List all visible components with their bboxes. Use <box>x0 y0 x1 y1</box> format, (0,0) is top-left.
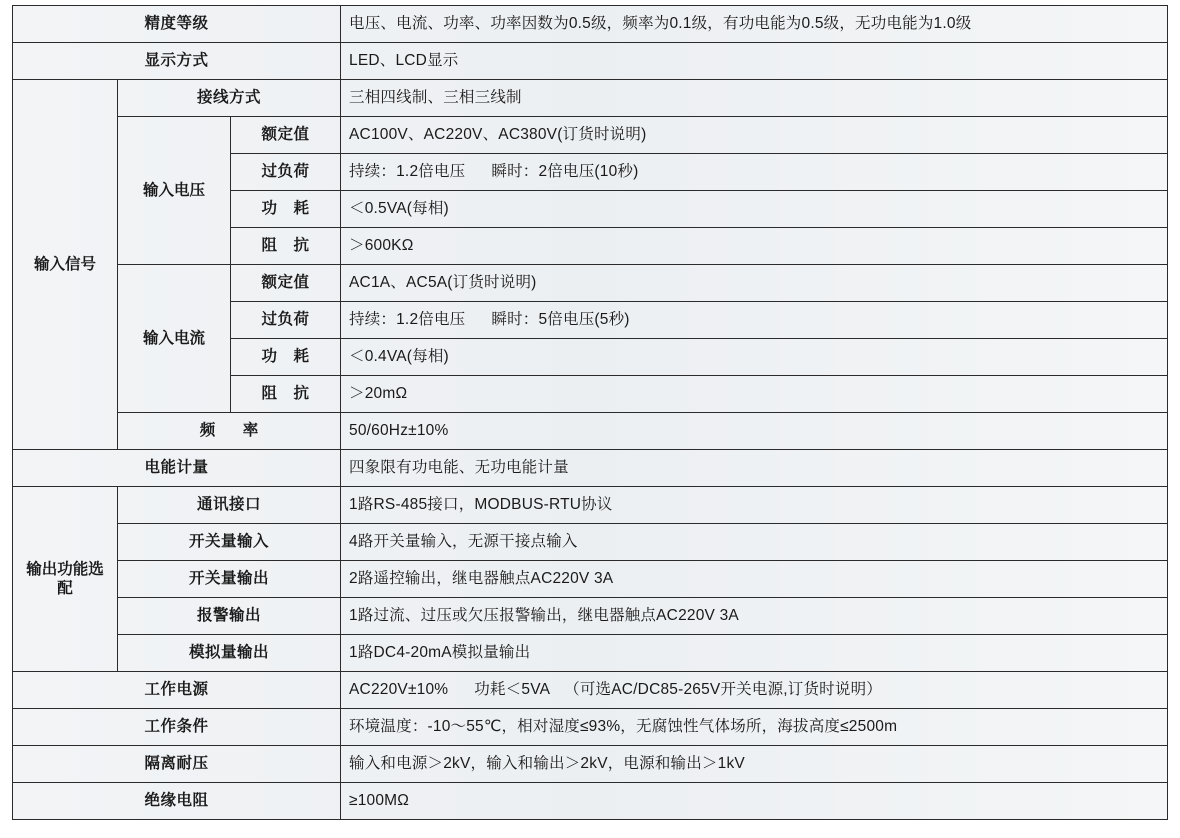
table-row <box>13 117 1168 154</box>
row-value-current-impedance: ＞20mΩ <box>341 376 1168 413</box>
row-value-current-rated: AC1A、AC5A(订货时说明) <box>341 265 1168 302</box>
row-value-power-supply <box>341 672 1168 709</box>
row-value-current-overload <box>341 302 1168 339</box>
table-row <box>13 524 1168 561</box>
power-supply-voltage: AC220V±10% <box>349 681 449 699</box>
row-value-digital-output: 2路遥控输出，继电器触点AC220V 3A <box>341 561 1168 598</box>
row-value-insulation-resistance: ≥100MΩ <box>341 783 1168 820</box>
power-supply-consumption: 功耗＜5VA <box>474 681 551 699</box>
row-value-communication: 1路RS-485接口，MODBUS-RTU协议 <box>341 487 1168 524</box>
table-row <box>13 635 1168 672</box>
row-label-accuracy: 精度等级 <box>13 6 341 43</box>
row-label-insulation-resistance: 绝缘电阻 <box>13 783 341 820</box>
row-label-voltage-overload: 过负荷 <box>231 154 341 191</box>
row-label-digital-output: 开关量输出 <box>118 561 341 598</box>
row-label-energy: 电能计量 <box>13 450 341 487</box>
row-label-voltage-impedance: 阻 抗 <box>231 228 341 265</box>
power-supply-option: （可选AC/DC85-265V开关电源,订货时说明） <box>564 681 882 699</box>
row-value-digital-input: 4路开关量输入，无源干接点输入 <box>341 524 1168 561</box>
table-row <box>13 80 1168 117</box>
row-value-voltage-power: ＜0.5VA(每相) <box>341 191 1168 228</box>
table-row <box>13 450 1168 487</box>
current-overload-continuous: 持续：1.2倍电压 <box>349 311 466 329</box>
row-value-working-conditions: 环境温度：-10～55℃，相对湿度≤93%，无腐蚀性气体场所，海拔高度≤2500m <box>341 709 1168 746</box>
row-value-voltage-impedance: ＞600KΩ <box>341 228 1168 265</box>
row-value-voltage-overload <box>341 154 1168 191</box>
row-value-analog-output: 1路DC4-20mA模拟量输出 <box>341 635 1168 672</box>
row-label-output-function: 输出功能选配 <box>13 487 118 672</box>
table-row <box>13 746 1168 783</box>
row-value-display: LED、LCD显示 <box>341 43 1168 80</box>
row-label-voltage-rated: 额定值 <box>231 117 341 154</box>
table-row <box>13 6 1168 43</box>
row-value-current-power: ＜0.4VA(每相) <box>341 339 1168 376</box>
row-label-working-conditions: 工作条件 <box>13 709 341 746</box>
table-row <box>13 783 1168 820</box>
current-overload-instant: 瞬时：5倍电压(5秒) <box>491 311 630 329</box>
row-label-current-impedance: 阻 抗 <box>231 376 341 413</box>
specification-table <box>12 5 1168 820</box>
table-row <box>13 413 1168 450</box>
row-label-voltage-power: 功 耗 <box>231 191 341 228</box>
row-value-frequency: 50/60Hz±10% <box>341 413 1168 450</box>
row-label-communication: 通讯接口 <box>118 487 341 524</box>
row-label-input-signal: 输入信号 <box>13 80 118 450</box>
row-label-input-current: 输入电流 <box>118 265 231 413</box>
table-row <box>13 561 1168 598</box>
row-label-frequency: 频 率 <box>118 413 341 450</box>
row-value-alarm-output: 1路过流、过压或欠压报警输出，继电器触点AC220V 3A <box>341 598 1168 635</box>
row-label-display: 显示方式 <box>13 43 341 80</box>
row-label-input-voltage: 输入电压 <box>118 117 231 265</box>
row-value-voltage-rated: AC100V、AC220V、AC380V(订货时说明) <box>341 117 1168 154</box>
row-label-power-supply: 工作电源 <box>13 672 341 709</box>
row-value-wiring: 三相四线制、三相三线制 <box>341 80 1168 117</box>
row-label-alarm-output: 报警输出 <box>118 598 341 635</box>
table-row <box>13 709 1168 746</box>
voltage-overload-instant: 瞬时：2倍电压(10秒) <box>491 163 639 181</box>
row-value-energy: 四象限有功电能、无功电能计量 <box>341 450 1168 487</box>
row-label-current-power: 功 耗 <box>231 339 341 376</box>
voltage-overload-continuous: 持续：1.2倍电压 <box>349 163 466 181</box>
row-label-current-rated: 额定值 <box>231 265 341 302</box>
row-label-digital-input: 开关量输入 <box>118 524 341 561</box>
row-label-isolation-voltage: 隔离耐压 <box>13 746 341 783</box>
row-label-current-overload: 过负荷 <box>231 302 341 339</box>
row-value-accuracy: 电压、电流、功率、功率因数为0.5级，频率为0.1级，有功电能为0.5级，无功电能为1.0级 <box>341 6 1168 43</box>
table-row <box>13 672 1168 709</box>
row-label-wiring: 接线方式 <box>118 80 341 117</box>
table-row <box>13 598 1168 635</box>
row-value-isolation-voltage: 输入和电源＞2kV，输入和输出＞2kV，电源和输出＞1kV <box>341 746 1168 783</box>
table-row <box>13 43 1168 80</box>
table-row <box>13 487 1168 524</box>
table-row <box>13 265 1168 302</box>
row-label-analog-output: 模拟量输出 <box>118 635 341 672</box>
